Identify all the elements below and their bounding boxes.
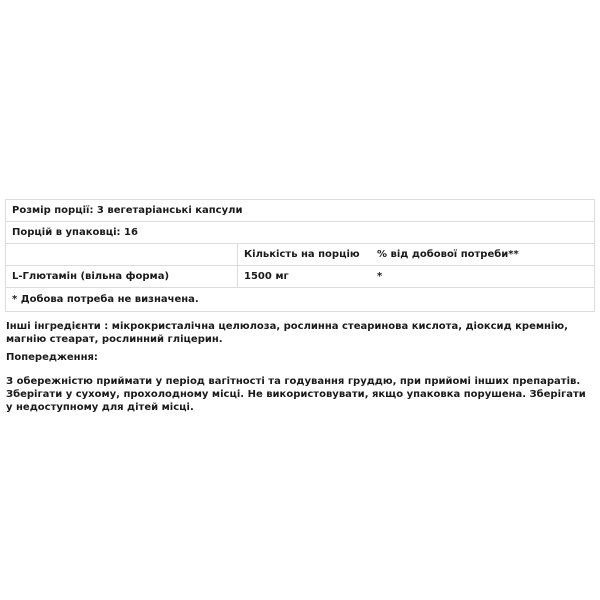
header-amount: Кількість на порцію	[238, 244, 371, 266]
table-row	[6, 266, 595, 288]
header-ingredient	[6, 244, 238, 266]
serving-size: Розмір порції: 3 вегетаріанські капсули	[6, 200, 595, 222]
servings-per-container-row	[6, 222, 595, 244]
table-header-row	[6, 244, 595, 266]
serving-size-row	[6, 200, 595, 222]
warnings-title: Попередження:	[6, 352, 98, 363]
supplement-facts-table	[5, 199, 595, 312]
footnote: * Добова потреба не визначена.	[6, 288, 595, 312]
footnote-row	[6, 288, 595, 312]
header-daily-value: % від добової потреби**	[371, 244, 595, 266]
other-ingredients: Інші інгредієнти : мікрокристалічна целюлоза, рослинна стеаринова кислота, діоксид кремнію, магнію стеарат, рослинний гліцерин.	[6, 321, 568, 345]
ingredient-daily-value: *	[371, 266, 595, 288]
servings-per-container: Порцій в упаковці: 16	[6, 222, 595, 244]
warnings-text: З обережністю приймати у період вагітності та годування груддю, при прийомі інших препаратів. Зберігати у сухому, прохолодному місці. Не використовувати, якщо упаковка порушена. Зберігати у недоступному для дітей місці.	[6, 376, 586, 413]
ingredient-name: L-Глютамін (вільна форма)	[6, 266, 238, 288]
ingredient-amount: 1500 мг	[238, 266, 371, 288]
